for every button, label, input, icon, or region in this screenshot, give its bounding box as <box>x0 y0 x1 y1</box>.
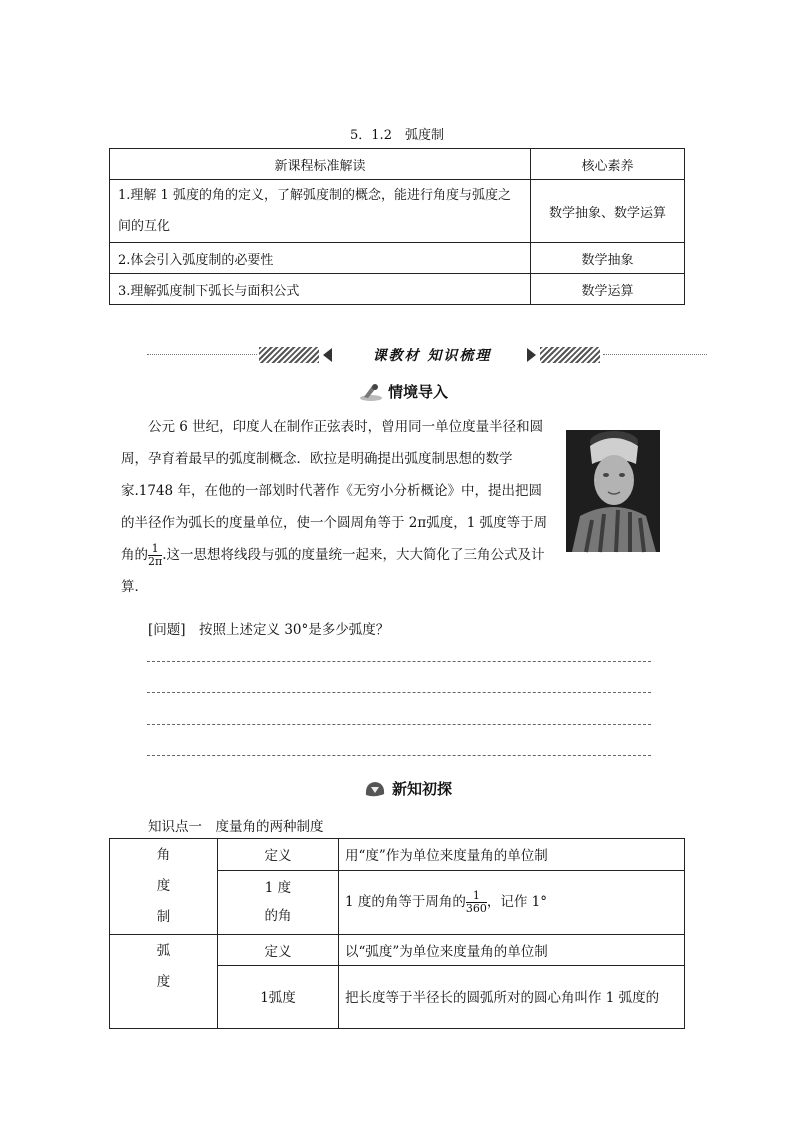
answer-line-1[interactable] <box>147 661 651 662</box>
degree-definition-label: 定义 <box>218 839 339 871</box>
euler-portrait-image <box>566 430 660 552</box>
scenario-text-after: .这一思想将线段与弧的度量统一起来，大大简化了三角公式及计算． <box>121 547 545 595</box>
explore-heading-text: 新知初探 <box>392 780 453 798</box>
degree-unit-label: 1 度 的角 <box>218 870 339 934</box>
scenario-text-before: 公元 6 世纪，印度人在制作正弦表时，曾用同一单位度量半径和圆周，孕育着最早的弧度制概念．欧拉是明确提出弧度制思想的数学家.1748 年，在他的一部划时代著作《无穷小分析概论》中，提出把圆的半径作为弧长的度量单位，使一个圆周角等于 2π弧度，1 弧度等于周角的 <box>121 419 548 563</box>
fraction-1-over-360: $\frac{1}{360}$ <box>465 888 487 915</box>
header-standard: 新课程标准解读 <box>110 149 531 180</box>
scenario-paragraph <box>121 411 553 603</box>
scenario-heading-text: 情境导入 <box>388 383 449 401</box>
section-banner <box>147 344 707 366</box>
section-title: 5．1.2 弧度制 <box>350 128 444 143</box>
curriculum-standards-table <box>109 148 685 305</box>
degree-unit-text: 1 度的角等于周角的 $\frac{1}{360}$ ，记作 1° <box>339 870 685 934</box>
scenario-heading <box>358 381 448 402</box>
standard-row-3-literacy: 数学运算 <box>531 274 685 305</box>
radian-system-label: 弧 度 <box>110 935 218 1029</box>
standard-row-2-text: 2.体会引入弧度制的必要性 <box>110 243 531 274</box>
angle-systems-table <box>109 838 685 1029</box>
fraction-1-over-2pi: $\frac{1}{2\pi}$ <box>148 542 163 568</box>
radian-unit-text: 把长度等于半径长的圆弧所对的圆心角叫作 1 弧度的 <box>339 966 685 1029</box>
answer-line-4[interactable] <box>147 755 651 756</box>
standard-row-1-literacy: 数学抽象、数学运算 <box>531 180 685 243</box>
radian-definition-label: 定义 <box>218 935 339 966</box>
standard-row-2-literacy: 数学抽象 <box>531 243 685 274</box>
answer-line-3[interactable] <box>147 724 651 725</box>
banner-text: 课教材 知识梳理 <box>372 348 492 364</box>
degree-definition-text: 用“度”作为单位来度量角的单位制 <box>339 839 685 871</box>
banner-dots-right <box>603 354 707 355</box>
question-text: [问题] 按照上述定义 30°是多少弧度？ <box>148 622 390 638</box>
standard-row-1-text: 1.理解 1 弧度的角的定义，了解弧度制的概念，能进行角度与弧度之间的互化 <box>110 180 531 243</box>
arrow-right-icon <box>527 348 536 362</box>
explore-icon <box>362 779 388 799</box>
banner-stripe-right <box>540 347 600 363</box>
scenario-icon <box>358 382 384 402</box>
banner-stripe-left <box>259 347 319 363</box>
explore-heading <box>362 778 452 799</box>
banner-dots-left <box>147 354 257 355</box>
radian-definition-text: 以“弧度”为单位来度量角的单位制 <box>339 935 685 966</box>
answer-line-2[interactable] <box>147 692 651 693</box>
arrow-left-icon <box>323 348 332 362</box>
knowledge-point-title: 知识点一 度量角的两种制度 <box>148 819 324 835</box>
standard-row-3-text: 3.理解弧度制下弧长与面积公式 <box>110 274 531 305</box>
radian-unit-label: 1弧度 <box>218 966 339 1029</box>
header-literacy: 核心素养 <box>531 149 685 180</box>
degree-system-label: 角 度 制 <box>110 839 218 935</box>
